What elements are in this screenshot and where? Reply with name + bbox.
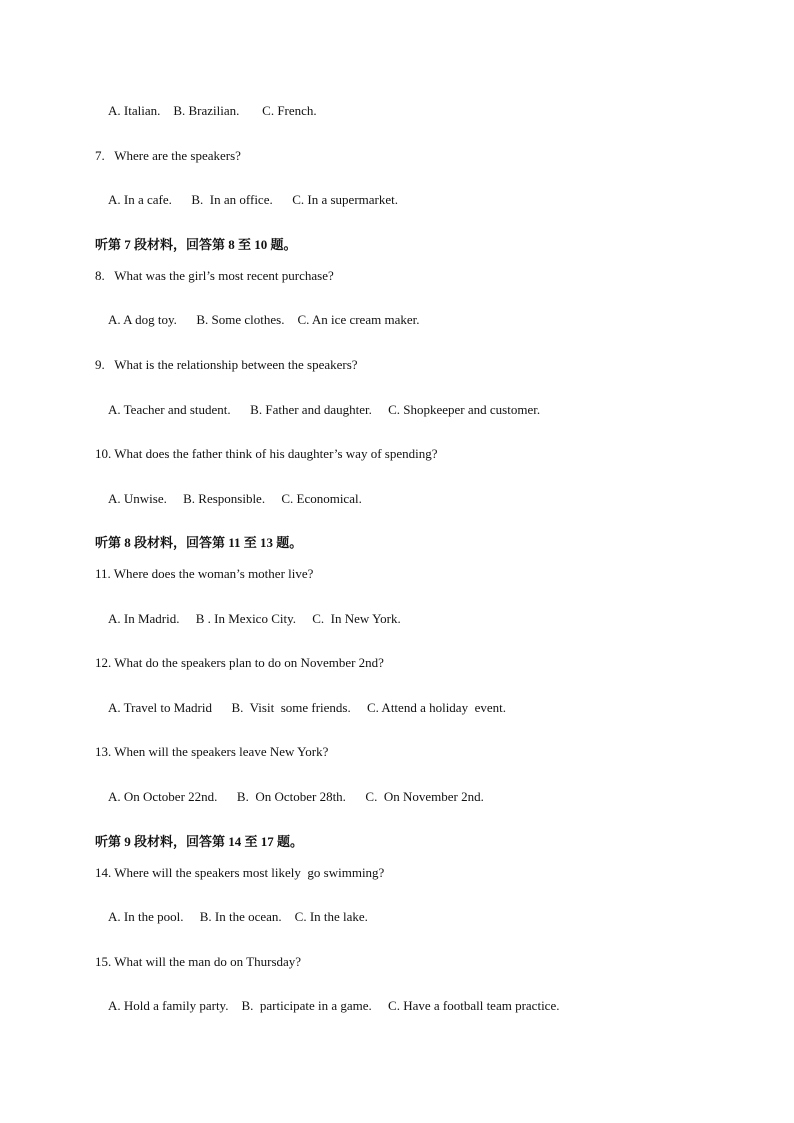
q13-options: A. On October 22nd. B. On October 28th. C. On November 2nd. (108, 789, 484, 804)
q12-options: A. Travel to Madrid B. Visit some friends. C. Attend a holiday event. (108, 700, 506, 715)
q15-options: A. Hold a family party. B. participate in a game. C. Have a football team practice. (108, 998, 560, 1013)
q8-options: A. A dog toy. B. Some clothes. C. An ice cream maker. (108, 312, 420, 327)
q11-question: 11. Where does the woman’s mother live? (95, 566, 314, 581)
q10-options: A. Unwise. B. Responsible. C. Economical. (108, 491, 362, 506)
q8-question: 8. What was the girl’s most recent purchase? (95, 268, 334, 283)
q9-options: A. Teacher and student. B. Father and daughter. C. Shopkeeper and customer. (108, 402, 541, 417)
section-heading-9: 听第 9 段材料，回答第 14 至 17 题。 (95, 834, 304, 849)
q14-question: 14. Where will the speakers most likely go swimming? (95, 865, 385, 880)
q13-question: 13. When will the speakers leave New York? (95, 744, 329, 759)
q9-question: 9. What is the relationship between the speakers? (95, 357, 358, 372)
section-heading-8: 听第 8 段材料，回答第 11 至 13 题。 (95, 535, 303, 550)
q10-question: 10. What does the father think of his daughter’s way of spending? (95, 446, 438, 461)
q15-question: 15. What will the man do on Thursday? (95, 954, 302, 969)
q6-options: A. Italian. B. Brazilian. C. French. (108, 103, 317, 118)
q12-question: 12. What do the speakers plan to do on November 2nd? (95, 655, 384, 670)
section-heading-7: 听第 7 段材料，回答第 8 至 10 题。 (95, 237, 297, 252)
q7-options: A. In a cafe. B. In an office. C. In a supermarket. (108, 192, 398, 207)
q11-options: A. In Madrid. B . In Mexico City. C. In New York. (108, 611, 401, 626)
q14-options: A. In the pool. B. In the ocean. C. In the lake. (108, 909, 368, 924)
q7-question: 7. Where are the speakers? (95, 148, 241, 163)
